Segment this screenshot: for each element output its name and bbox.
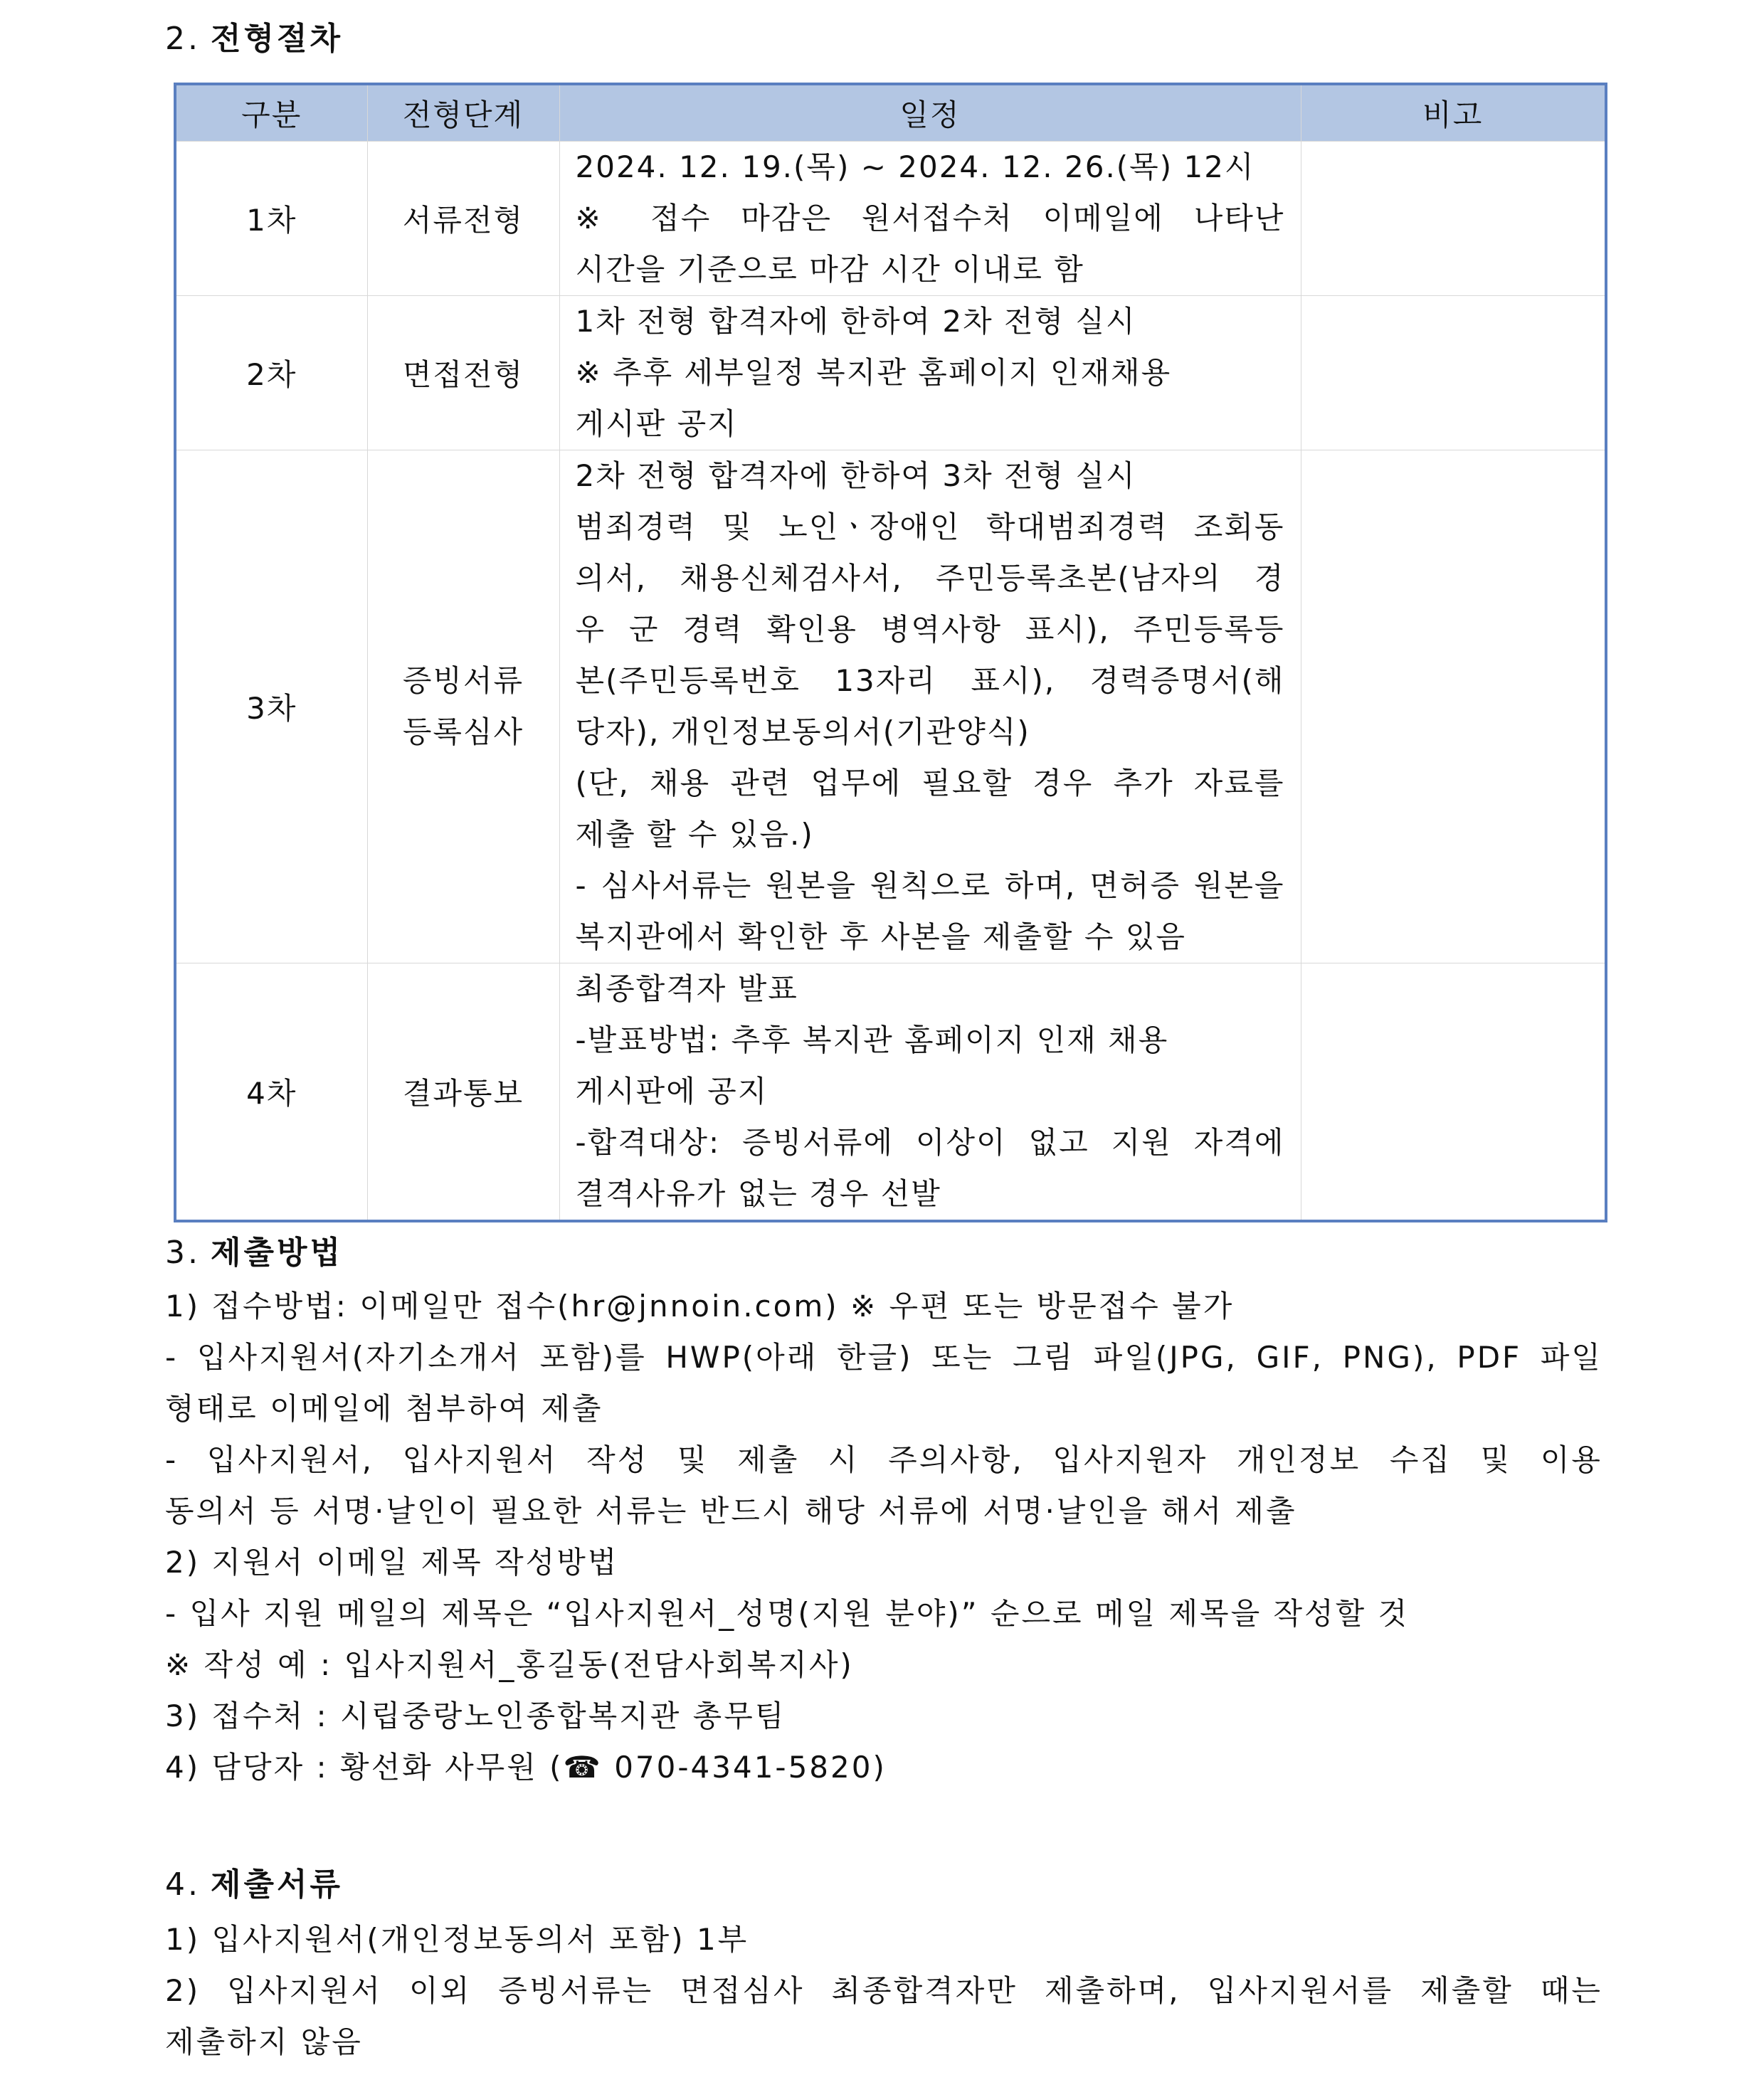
text-line: 2) 입사지원서 이외 증빙서류는 면접심사 최종합격자만 제출하며, 입사지원서를 제출할 때는 <box>165 1973 1602 2008</box>
row-note <box>1301 142 1606 296</box>
section-4-number: 4. <box>165 1866 201 1903</box>
text-line: - 입사지원서(자기소개서 포함)를 HWP(아래 한글) 또는 그림 파일(JPG, GIF, PNG), PDF 파일 <box>165 1340 1602 1375</box>
schedule-line: - 심사서류는 원본을 원칙으로 하며, 면허증 원본을 <box>575 868 1285 903</box>
table-row <box>175 450 1606 963</box>
section-4-heading <box>165 1859 343 1904</box>
section-4-title: 제출서류 <box>210 1866 343 1903</box>
schedule-line: -발표방법: 추후 복지관 홈페이지 인재 채용 <box>575 1023 1169 1057</box>
schedule-line: 2024. 12. 19.(목) ~ 2024. 12. 26.(목) 12시 <box>575 149 1255 184</box>
schedule-line: 본(주민등록번호 13자리 표시), 경력증명서(해 <box>575 663 1285 698</box>
row-schedule <box>559 296 1301 450</box>
row-schedule <box>559 963 1301 1222</box>
stage-name-line: 등록심사 <box>402 714 524 749</box>
header-category: 구분 <box>175 84 367 142</box>
row-stage-name <box>367 296 559 450</box>
text-line: 3) 접수처 : 시립중랑노인종합복지관 총무팀 <box>165 1699 786 1733</box>
stage-name-line: 증빙서류 <box>402 663 524 698</box>
text-line: 1) 접수방법: 이메일만 접수(hr@jnnoin.com) ※ 우편 또는 방문접수 불가 <box>165 1289 1235 1324</box>
section-3-number: 3. <box>165 1235 201 1271</box>
schedule-line: 게시판에 공지 <box>575 1074 769 1109</box>
row-note <box>1301 450 1606 963</box>
row-schedule <box>559 450 1301 963</box>
stage-name-line: 결과통보 <box>402 1076 524 1111</box>
row-stage-name <box>367 450 559 963</box>
schedule-line: ※ 추후 세부일정 복지관 홈페이지 인재채용 <box>575 355 1172 390</box>
row-stage-no: 3차 <box>175 450 367 963</box>
row-stage-no: 1차 <box>175 142 367 296</box>
header-schedule: 일정 <box>559 84 1301 142</box>
schedule-line: 당자), 개인정보동의서(기관양식) <box>575 714 1030 749</box>
schedule-line: 범죄경력 및 노인ㆍ장애인 학대범죄경력 조회동 <box>575 509 1285 544</box>
section-3-heading <box>165 1227 343 1272</box>
submission-documents-text <box>165 1914 1602 2068</box>
schedule-line: 게시판 공지 <box>575 406 738 441</box>
text-line: - 입사 지원 메일의 제목은 “입사지원서_성명(지원 분야)” 순으로 메일 제목을 작성할 것 <box>165 1596 1410 1631</box>
schedule-line: ※ 접수 마감은 원서접수처 이메일에 나타난 <box>575 201 1285 236</box>
section-2-heading <box>165 13 343 58</box>
text-line: ※ 작성 예 : 입사지원서_홍길동(전담사회복지사) <box>165 1647 854 1682</box>
schedule-line: 결격사유가 없는 경우 선발 <box>575 1176 941 1211</box>
text-line: 1) 입사지원서(개인정보동의서 포함) 1부 <box>165 1922 749 1957</box>
text-line: - 입사지원서, 입사지원서 작성 및 제출 시 주의사항, 입사지원자 개인정보 수집 및 이용 <box>165 1442 1602 1477</box>
row-stage-name <box>367 142 559 296</box>
stage-name-line: 면접전형 <box>402 357 524 392</box>
text-line: 형태로 이메일에 첨부하여 제출 <box>165 1391 603 1426</box>
text-line: 제출하지 않음 <box>165 2024 363 2059</box>
table-row <box>175 296 1606 450</box>
section-2-number: 2. <box>165 21 201 57</box>
schedule-line: 1차 전형 합격자에 한하여 2차 전형 실시 <box>575 304 1136 339</box>
schedule-line: 최종합격자 발표 <box>575 971 798 1006</box>
stage-name-line: 서류전형 <box>402 203 524 238</box>
schedule-line: 의서, 채용신체검사서, 주민등록초본(남자의 경 <box>575 561 1285 596</box>
schedule-line: -합격대상: 증빙서류에 이상이 없고 지원 자격에 <box>575 1125 1285 1160</box>
table-row <box>175 142 1606 296</box>
schedule-line: 시간을 기준으로 마감 시간 이내로 함 <box>575 252 1084 287</box>
row-note <box>1301 963 1606 1222</box>
submission-method-text <box>165 1281 1602 1793</box>
row-stage-name <box>367 963 559 1222</box>
section-3-title: 제출방법 <box>210 1235 343 1271</box>
row-note <box>1301 296 1606 450</box>
table-row <box>175 963 1606 1222</box>
row-stage-no: 2차 <box>175 296 367 450</box>
schedule-line: 우 군 경력 확인용 병역사항 표시), 주민등록등 <box>575 612 1285 647</box>
schedule-line: (단, 채용 관련 업무에 필요할 경우 추가 자료를 <box>575 766 1285 801</box>
header-note: 비고 <box>1301 84 1606 142</box>
table-header-row <box>175 84 1606 142</box>
schedule-line: 복지관에서 확인한 후 사본을 제출할 수 있음 <box>575 919 1186 954</box>
row-schedule <box>559 142 1301 296</box>
schedule-line: 2차 전형 합격자에 한하여 3차 전형 실시 <box>575 458 1136 493</box>
header-stage: 전형단계 <box>367 84 559 142</box>
schedule-line: 제출 할 수 있음.) <box>575 817 814 852</box>
section-2-title: 전형절차 <box>210 21 343 57</box>
text-line: 2) 지원서 이메일 제목 작성방법 <box>165 1545 619 1580</box>
text-line: 4) 담당자 : 황선화 사무원 (☎ 070-4341-5820) <box>165 1750 887 1785</box>
row-stage-no: 4차 <box>175 963 367 1222</box>
selection-procedure-table <box>174 83 1607 1222</box>
text-line: 동의서 등 서명·날인이 필요한 서류는 반드시 해당 서류에 서명·날인을 해서 제출 <box>165 1494 1297 1528</box>
